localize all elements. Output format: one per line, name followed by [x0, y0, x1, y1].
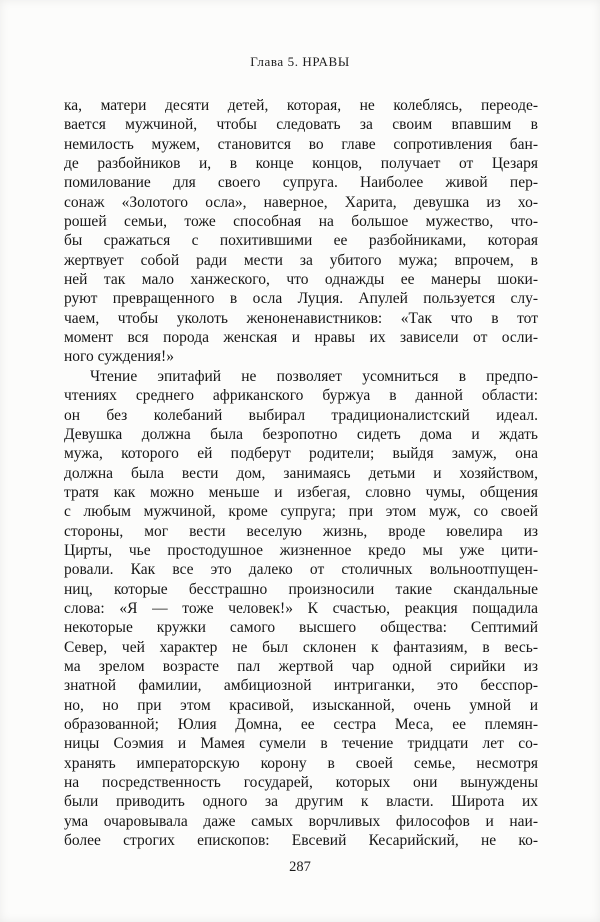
- text-line: вается мужчиной, чтобы следовать за своим впавшим в: [64, 116, 538, 134]
- text-line: некоторые кружки самого высшего общества: Септимий: [64, 619, 538, 637]
- text-line: ного суждения!»: [64, 348, 174, 366]
- text-line: ума очаровывала даже самых ворчливых философов и наи-: [64, 812, 538, 830]
- chapter-running-head: Глава 5. НРАВЫ: [250, 54, 350, 69]
- text-line: Чтение эпитафий не позволяет усомниться в предпо-: [90, 367, 538, 385]
- text-line: он без колебаний выбирал традиционалистский идеал.: [64, 406, 538, 424]
- text-line: стороны, мог вести веселую жизнь, вроде ювелира из: [64, 522, 538, 540]
- text-line: были приводить одного за другим к власти. Широта их: [64, 793, 538, 811]
- text-line: тратя как можно меньше и избегая, словно чумы, общения: [64, 483, 538, 501]
- text-line: жертвует собой ради мести за убитого мужа; впрочем, в: [64, 251, 538, 269]
- text-line: немилость мужем, становится во главе сопротивления бан-: [64, 135, 538, 153]
- text-line: ма зрелом возрасте пал жертвой чар одной сирийки из: [64, 657, 538, 675]
- text-line: руют превращенного в осла Луция. Апулей пользуется слу-: [64, 290, 538, 308]
- text-line: должна была вести дом, занимаясь детьми и хозяйством,: [64, 464, 538, 482]
- text-line: Цирты, чье простодушное жизненное кредо мы уже цити-: [64, 541, 538, 559]
- text-line: слова: «Я — тоже человек!» К счастью, реакция пощадила: [64, 599, 538, 617]
- text-line: сонаж «Золотого осла», наверное, Харита, девушка из хо-: [64, 193, 538, 211]
- text-line: более строгих епископов: Евсевий Кесарийский, не ко-: [64, 832, 538, 850]
- text-line: момент вся порода женская и нравы их зависели от осли-: [64, 329, 538, 347]
- page-text: [64, 96, 538, 850]
- text-line: ка, матери десяти детей, которая, не колеблясь, переоде-: [64, 97, 538, 114]
- text-line: Север, чей характер не был склонен к фантазиям, в весь-: [64, 638, 538, 656]
- text-line: бы сражаться с похитившими ее разбойниками, которая: [64, 232, 538, 250]
- text-line: на посредственность государей, которых они вынуждены: [64, 774, 538, 792]
- text-line: ницы Соэмия и Мамея сумели в течение тридцати лет со-: [64, 735, 538, 753]
- text-line: ней так мало ханжеского, что однажды ее манеры шоки-: [64, 271, 538, 289]
- text-line: но, но при этом красивой, изысканной, очень умной и: [64, 696, 538, 714]
- text-line: образованной; Юлия Домна, ее сестра Меса, ее племян-: [64, 716, 538, 733]
- page-number: 287: [289, 859, 311, 875]
- text-line: де разбойников и, в конце концов, получает от Цезаря: [64, 155, 538, 173]
- text-line: знатной фамилии, амбициозной интриганки, это бесспор-: [64, 677, 538, 695]
- text-line: мужа, которого ей подберут родители; выйдя замуж, она: [64, 445, 538, 463]
- text-line: с любым мужчиной, кроме супруга; при этом муж, со своей: [64, 503, 538, 521]
- text-line: ниц, которые бесстрашно произносили такие скандальные: [64, 580, 538, 598]
- text-line: чтениях среднего африканского буржуа в данной области:: [64, 387, 538, 405]
- text-line: чаем, чтобы уколоть женоненавистников: «Так что в тот: [64, 309, 538, 327]
- text-line: хранять императорскую корону в своей семье, несмотря: [64, 754, 538, 772]
- text-line: рошей семьи, тоже способная на большое мужество, что-: [64, 213, 538, 231]
- text-line: ровали. Как все это далеко от столичных вольноотпущен-: [64, 561, 538, 579]
- text-line: помилование для своего супруга. Наиболее живой пер-: [64, 174, 538, 192]
- text-line: Девушка должна была безропотно сидеть дома и ждать: [64, 425, 538, 443]
